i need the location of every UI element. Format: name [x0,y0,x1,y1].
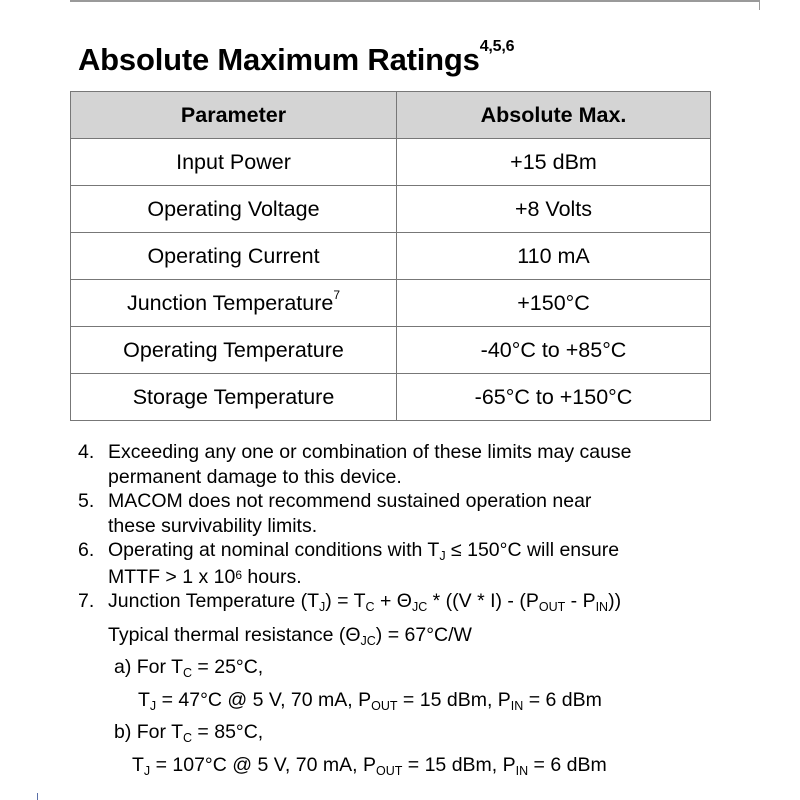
subscript: C [365,600,375,614]
footnote-line: Exceeding any one or combination of these limits may cause [108,441,632,463]
subscript: C [182,731,193,745]
text-run: = 85°C, [192,721,264,743]
case-a-detail [108,688,632,715]
value-cell: +15 dBm [397,139,711,186]
text-run: = 6 dBm [528,753,607,776]
subscript: C [182,666,193,680]
parameter-text: Operating Current [147,243,320,268]
subscript: OUT [371,698,398,713]
footnote-line: permanent damage to this device. [108,465,402,488]
parameter-text: Junction Temperature [126,290,334,315]
footnote-line: MACOM does not recommend sustained operation near [108,490,592,512]
subscript: OUT [538,600,566,614]
case-a-heading [108,655,632,682]
text-run: = 47°C @ 5 V, 70 mA, P [156,688,372,711]
subscript: J [439,549,446,563]
parameter-text: Operating Temperature [123,337,344,362]
table-row [71,374,711,421]
subscript: IN [510,698,524,713]
margin-mark [37,793,38,800]
thermal-resistance-line [108,623,632,650]
value-cell: 110 mA [397,233,711,280]
text-run: Typical thermal resistance (Θ [108,623,361,646]
value-cell: -65°C to +150°C [397,374,711,421]
case-b-detail [108,753,632,780]
footnote-number: 5. [78,490,95,512]
ratings-table [70,91,711,421]
title-text: Absolute Maximum Ratings [78,42,480,77]
value-cell: -40°C to +85°C [397,327,711,374]
text-run: = 25°C, [192,656,264,678]
parameter-cell [71,233,397,280]
column-header-parameter: Parameter [71,92,397,139]
text-run: + Θ [374,590,412,612]
parameter-text: Operating Voltage [147,196,320,221]
text-run: Operating at nominal conditions with T [108,539,440,561]
text-run: ) = 67°C/W [375,623,472,646]
parameter-text: Storage Temperature [132,384,335,409]
footnote-7 [78,589,632,779]
parameter-cell [71,186,397,233]
subscript: J [149,698,157,713]
subscript: J [143,763,151,778]
text-run: T [132,753,144,776]
text-run: )) [608,590,622,612]
parameter-cell [71,139,397,186]
text-run: b) For T [114,721,183,743]
text-run: Junction Temperature (T [108,590,319,612]
table-row [71,186,711,233]
section-title [78,38,515,78]
text-run: = 6 dBm [523,688,602,711]
footnote-number: 4. [78,441,95,463]
text-run: * ((V * I) - (P [427,590,539,612]
subscript: J [319,600,326,614]
top-divider [70,0,760,2]
footnote-6 [78,538,632,589]
parameter-text: Input Power [176,149,291,174]
case-b-heading [108,720,632,747]
footnote-line [108,565,632,590]
subscript: JC [360,633,376,648]
footnote-line: these survivability limits. [108,514,318,537]
text-run: hours. [242,565,302,588]
table-header-row [71,92,711,139]
table-row [71,280,711,327]
text-run: ) = T [325,590,366,612]
footnote-ref: 7 [333,287,341,302]
footnote-4 [78,440,632,489]
column-header-absolute-max: Absolute Max. [397,92,711,139]
superscript: 6 [235,567,243,582]
table-row [71,139,711,186]
text-run: a) For T [114,656,183,678]
junction-temp-formula [108,589,632,616]
footnote-number: 6. [78,539,95,561]
parameter-cell [71,374,397,421]
footnote-line [108,538,632,565]
text-run: ≤ 150°C will ensure [445,539,620,561]
value-cell: +8 Volts [397,186,711,233]
subscript: JC [411,600,428,614]
text-run: = 15 dBm, P [402,753,516,776]
title-footnote-refs: 4,5,6 [479,38,515,55]
table-row [71,327,711,374]
footnote-number: 7. [78,590,95,612]
right-divider [759,0,760,10]
text-run: T [138,688,150,711]
text-run: - P [565,590,596,612]
subscript: OUT [375,763,403,778]
text-run: = 107°C @ 5 V, 70 mA, P [150,753,376,776]
footnote-5 [78,489,632,538]
parameter-cell [71,280,397,327]
value-cell: +150°C [397,280,711,327]
parameter-cell [71,327,397,374]
text-run: MTTF > 1 x 10 [108,565,236,588]
table-row [71,233,711,280]
subscript: IN [595,600,609,614]
subscript: IN [515,763,529,778]
footnotes [78,440,632,779]
text-run: = 15 dBm, P [397,688,511,711]
